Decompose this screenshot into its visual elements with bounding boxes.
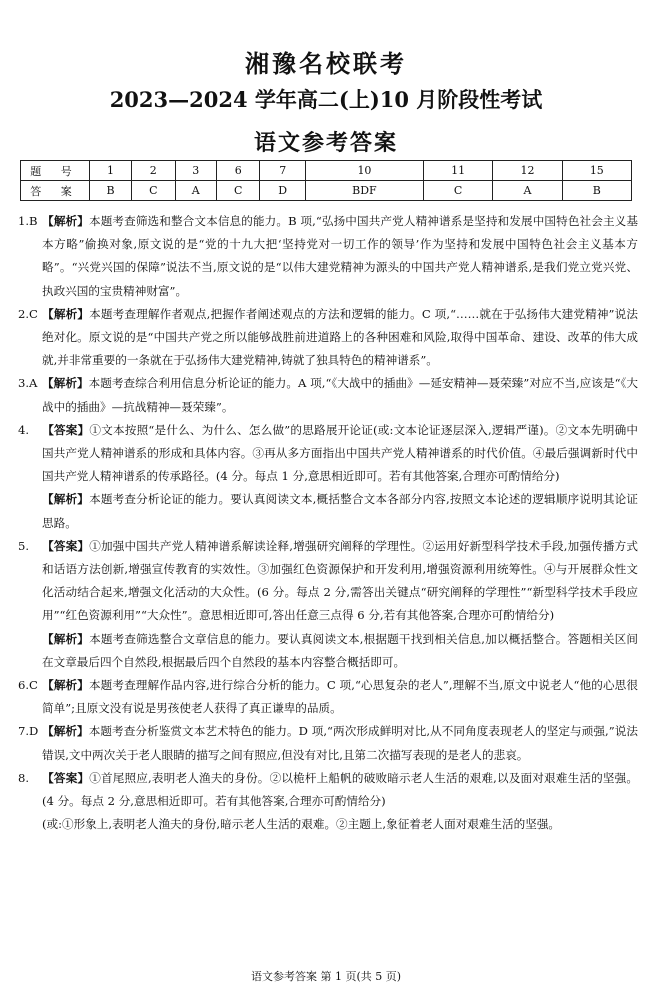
explanation-item-7 xyxy=(18,720,638,766)
answer-item-4 xyxy=(18,419,638,489)
item-tag: 【答案】 xyxy=(42,538,90,553)
item-number: 4. xyxy=(18,422,30,437)
analysis-item-4 xyxy=(18,488,638,534)
row-label-question-number: 题 号 xyxy=(21,161,90,181)
item-number: 8. xyxy=(18,770,30,785)
analysis-item-5 xyxy=(18,628,638,674)
document-title: 语文参考答案 xyxy=(253,130,398,156)
item-number: 7.D xyxy=(18,724,39,739)
item-text: ①文本按照“是什么、为什么、怎么做”的思路展开论证(或:文本论证逐层深入,逻辑严谨)。②文本先明确中国共产党人精神谱系的形成和具体内容。③再从多方面指出中国共产党人精神谱系的时代价值。④最后强调新时代中国共产党人精神谱系的传承路径。(4 分。每点 1 分,意思相近即可。若有其他答案,合理亦可酌情给分) xyxy=(42,422,638,484)
note-text: (或:①形象上,表明老人渔夫的身份,暗示老人生活的艰难。②主题上,象征着老人面对艰难生活的坚强。 xyxy=(42,817,561,832)
answer-cell: A xyxy=(493,181,562,201)
question-number-cell: 7 xyxy=(260,161,305,181)
answer-cell: B xyxy=(90,181,132,201)
item-text: ①加强中国共产党人精神谱系解读诠释,增强研究阐释的学理性。②运用好新型科学技术手段,加强传播方式和话语方法创新,增强宣传教育的实效性。③加强红色资源保护和开发利用,增强资源利用统筹性。④与开展群众性文化活动结合起来,增强文化活动的大众性。(6 分。每点 2 分,需答出关键点“研究阐释的学理性”“新型科学技术手段应用”“红色资源利用”“大众性”。意思相近即可,答出任意三点得 6 分,若有其他答案,合理亦可酌情给分) xyxy=(42,538,638,623)
item-tag: 【解析】 xyxy=(42,306,90,321)
exam-title: 2023—2024 学年高二(上)10 月阶段性考试 xyxy=(109,87,543,112)
answer-cell: BDF xyxy=(305,181,423,201)
answer-cell: C xyxy=(132,181,176,201)
exam-organizer-title: 湘豫名校联考 xyxy=(245,49,407,78)
item-tag: 【解析】 xyxy=(42,214,89,228)
item-tag: 【答案】 xyxy=(42,770,90,785)
row-label-answer: 答 案 xyxy=(21,181,90,201)
question-number-cell: 3 xyxy=(175,161,216,181)
answer-item-8 xyxy=(18,767,638,813)
question-number-cell: 6 xyxy=(216,161,260,181)
answer-item-5 xyxy=(18,535,638,628)
item-text: ①首尾照应,表明老人渔夫的身份。②以桅杆上船帆的破败暗示老人生活的艰难,以及面对艰难生活的坚强。(4 分。每点 2 分,意思相近即可。若有其他答案,合理亦可酌情给分) xyxy=(42,770,638,809)
explanation-item-6 xyxy=(18,674,638,720)
answer-cell: A xyxy=(175,181,216,201)
item-number: 1.B xyxy=(18,214,38,228)
answer-cell: D xyxy=(260,181,305,201)
note-text: 本题考查筛选整合文章信息的能力。要认真阅读文本,根据题干找到相关信息,加以概括整合。答题相关区间在文章最后四个自然段,根据最后四个自然段的基本内容整合概括即可。 xyxy=(42,631,638,669)
explanation-item-2 xyxy=(18,303,638,373)
question-number-cell: 10 xyxy=(305,161,423,181)
question-number-row xyxy=(21,161,632,181)
explanation-item-1 xyxy=(18,210,638,303)
question-number-cell: 11 xyxy=(423,161,492,181)
item-tag: 【答案】 xyxy=(42,422,90,437)
explanations xyxy=(18,210,638,836)
item-tag: 【解析】 xyxy=(42,724,89,739)
item-tag: 【解析】 xyxy=(42,678,89,693)
answer-row xyxy=(21,181,632,201)
answer-cell: C xyxy=(216,181,260,201)
item-tag: 【解析】 xyxy=(42,376,89,391)
item-text: 本题考查理解作者观点,把握作者阐述观点的方法和逻辑的能力。C 项,“……就在于弘扬伟大建党精神”说法绝对化。原文说的是“中国共产党之所以能够战胜前进道路上的各种困难和风险,取得中国革命、建设、改革的伟大成就,并非常重要的一条就在于弘扬伟大建党精神,铸就了独具特色的精神谱系”。 xyxy=(42,306,638,368)
item-text: 本题考查分析鉴赏文本艺术特色的能力。D 项,“两次形成鲜明对比,从不同角度表现老人的坚定与顽强,”说法错误,文中两次关于老人眼睛的描写之间有照应,但没有对比,且第二次描写表现的是老人的悲哀。 xyxy=(42,724,638,762)
note-text: 本题考查分析论证的能力。要认真阅读文本,概括整合文本各部分内容,按照文本论述的逻辑顺序说明其论证思路。 xyxy=(42,492,638,530)
item-text: 本题考查综合利用信息分析论证的能力。A 项,“《大战中的插曲》—延安精神—聂荣臻”对应不当,应该是“《大战中的插曲》—抗战精神—聂荣臻”。 xyxy=(42,376,638,414)
explanation-item-3 xyxy=(18,372,638,418)
item-number: 3.A xyxy=(18,376,38,391)
answer-cell: B xyxy=(562,181,631,201)
item-number: 6.C xyxy=(18,678,38,693)
alternative-answer-8 xyxy=(18,813,638,836)
item-text: 本题考查理解作品内容,进行综合分析的能力。C 项,“心思复杂的老人”,理解不当,原文中说老人“他的心思很简单”;且原文没有说是男孩使老人获得了真正谦卑的品质。 xyxy=(42,678,638,716)
page-footer: 语文参考答案 第 1 页(共 5 页) xyxy=(250,970,402,983)
item-number: 2.C xyxy=(18,306,38,321)
question-number-cell: 15 xyxy=(562,161,631,181)
item-text: 本题考查筛选和整合文本信息的能力。B 项,“弘扬中国共产党人精神谱系是坚持和发展中国特色社会主义基本方略”偷换对象,原文说的是“党的十九大把‘坚持党对一切工作的领导’作为坚持和发展中国特色社会主义基本方略”。“兴党兴国的保障”说法不当,原文说的是“以伟大建党精神为源头的中国共产党人精神谱系,是我们党立党兴党、执政兴国的宝贵精神财富”。 xyxy=(42,214,638,298)
question-number-cell: 12 xyxy=(493,161,562,181)
note-tag: 【解析】 xyxy=(42,492,90,507)
question-number-cell: 2 xyxy=(132,161,176,181)
question-number-cell: 1 xyxy=(90,161,132,181)
answer-cell: C xyxy=(423,181,492,201)
item-number: 5. xyxy=(18,538,30,553)
note-tag: 【解析】 xyxy=(42,631,90,646)
answer-table xyxy=(20,160,632,201)
